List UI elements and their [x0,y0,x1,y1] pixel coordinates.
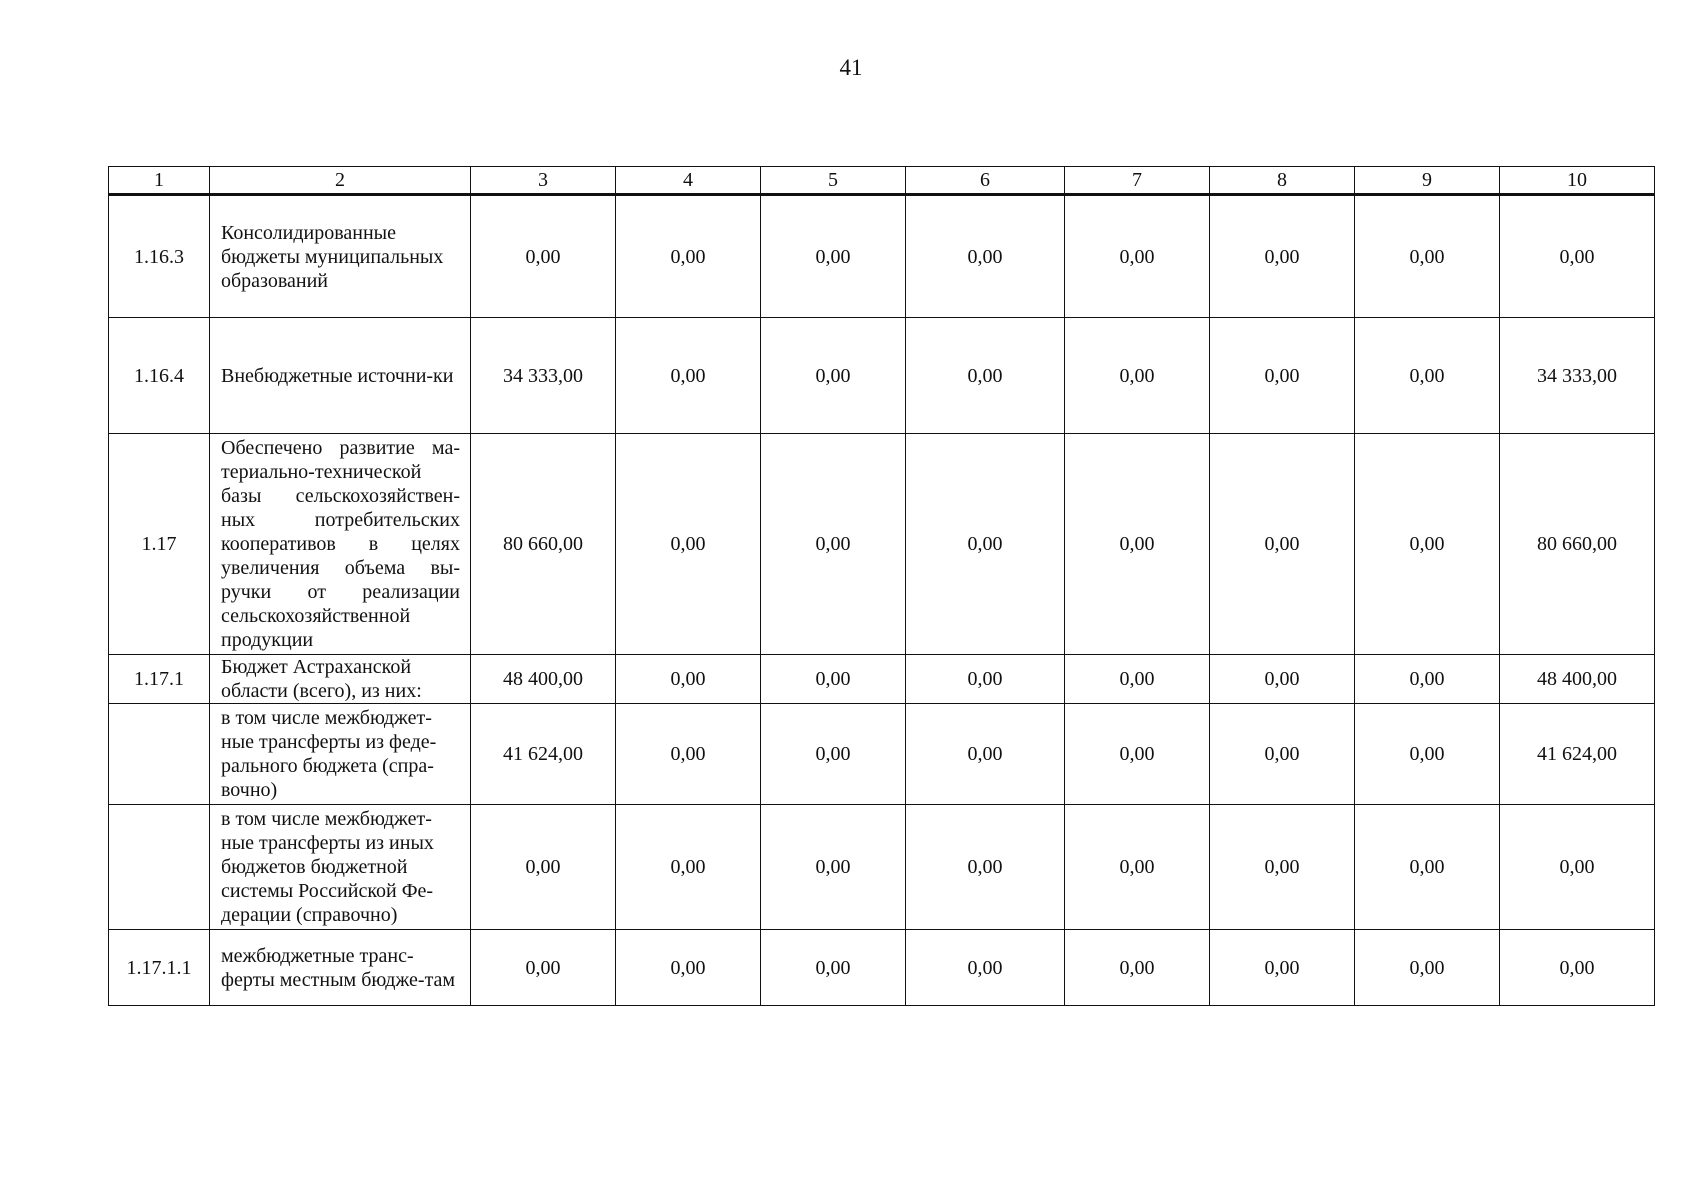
value-cell: 0,00 [1500,805,1655,930]
row-code [109,805,210,930]
value-cell: 0,00 [616,318,761,434]
value-cell: 0,00 [1500,195,1655,318]
value-cell: 0,00 [1065,318,1210,434]
row-description: Бюджет Астраханской области (всего), из них: [210,655,471,704]
column-header: 4 [616,167,761,195]
value-cell: 0,00 [1065,704,1210,805]
table-row [109,930,1655,1006]
value-cell: 0,00 [1065,655,1210,704]
row-description: Консолидированные бюджеты муниципальных образований [210,195,471,318]
value-cell: 0,00 [616,704,761,805]
value-cell: 80 660,00 [471,434,616,655]
value-cell: 0,00 [1065,805,1210,930]
table-row [109,805,1655,930]
value-cell: 0,00 [1065,930,1210,1006]
row-code: 1.16.4 [109,318,210,434]
value-cell: 0,00 [1210,318,1355,434]
value-cell: 0,00 [1210,805,1355,930]
value-cell: 0,00 [906,704,1065,805]
row-code: 1.17.1 [109,655,210,704]
value-cell: 0,00 [1355,434,1500,655]
table-row [109,655,1655,704]
value-cell: 0,00 [906,805,1065,930]
column-header: 5 [761,167,906,195]
value-cell: 80 660,00 [1500,434,1655,655]
value-cell: 0,00 [616,434,761,655]
value-cell: 0,00 [1065,195,1210,318]
column-header: 9 [1355,167,1500,195]
column-header: 8 [1210,167,1355,195]
value-cell: 0,00 [761,434,906,655]
value-cell: 0,00 [616,195,761,318]
value-cell: 0,00 [1355,805,1500,930]
value-cell: 0,00 [906,318,1065,434]
table-row [109,704,1655,805]
value-cell: 41 624,00 [1500,704,1655,805]
value-cell: 0,00 [1065,434,1210,655]
row-code: 1.17 [109,434,210,655]
column-header: 10 [1500,167,1655,195]
value-cell: 0,00 [1210,195,1355,318]
value-cell: 0,00 [761,704,906,805]
table-row [109,318,1655,434]
value-cell: 0,00 [1355,195,1500,318]
value-cell: 0,00 [1355,704,1500,805]
value-cell: 0,00 [1210,655,1355,704]
row-description: в том числе межбюджет-ные трансферты из иных бюджетов бюджетной системы Российской Фе-дерации (справочно) [210,805,471,930]
value-cell: 0,00 [1210,930,1355,1006]
column-header: 3 [471,167,616,195]
value-cell: 34 333,00 [471,318,616,434]
budget-table [108,166,1655,1006]
value-cell: 0,00 [1355,318,1500,434]
row-code: 1.16.3 [109,195,210,318]
row-description: Обеспечено развитие ма-териально-технической базы сельскохозяйствен-ных потребительских кооперативов в целях увеличения объема вы-ручки от реализации сельскохозяйственной продукции [210,434,471,655]
value-cell: 0,00 [1210,704,1355,805]
value-cell: 0,00 [471,195,616,318]
value-cell: 0,00 [761,318,906,434]
page-number: 41 [839,55,863,80]
value-cell: 0,00 [1500,930,1655,1006]
value-cell: 0,00 [616,930,761,1006]
value-cell: 0,00 [761,195,906,318]
row-code: 1.17.1.1 [109,930,210,1006]
value-cell: 0,00 [906,930,1065,1006]
value-cell: 0,00 [761,930,906,1006]
table-row [109,195,1655,318]
value-cell: 0,00 [906,434,1065,655]
value-cell: 0,00 [616,655,761,704]
value-cell: 48 400,00 [1500,655,1655,704]
value-cell: 0,00 [471,930,616,1006]
column-header: 6 [906,167,1065,195]
value-cell: 34 333,00 [1500,318,1655,434]
value-cell: 0,00 [1355,655,1500,704]
value-cell: 0,00 [906,655,1065,704]
value-cell: 0,00 [1355,930,1500,1006]
column-header: 7 [1065,167,1210,195]
value-cell: 0,00 [761,655,906,704]
row-description: в том числе межбюджет-ные трансферты из феде-рального бюджета (спра-вочно) [210,704,471,805]
row-code [109,704,210,805]
row-description: Внебюджетные источни-ки [210,318,471,434]
column-header: 1 [109,167,210,195]
value-cell: 0,00 [616,805,761,930]
value-cell: 0,00 [761,805,906,930]
column-number-row [109,167,1655,195]
row-description: межбюджетные транс-ферты местным бюдже-там [210,930,471,1006]
column-header: 2 [210,167,471,195]
value-cell: 0,00 [906,195,1065,318]
table-row [109,434,1655,655]
value-cell: 0,00 [471,805,616,930]
value-cell: 48 400,00 [471,655,616,704]
value-cell: 41 624,00 [471,704,616,805]
value-cell: 0,00 [1210,434,1355,655]
